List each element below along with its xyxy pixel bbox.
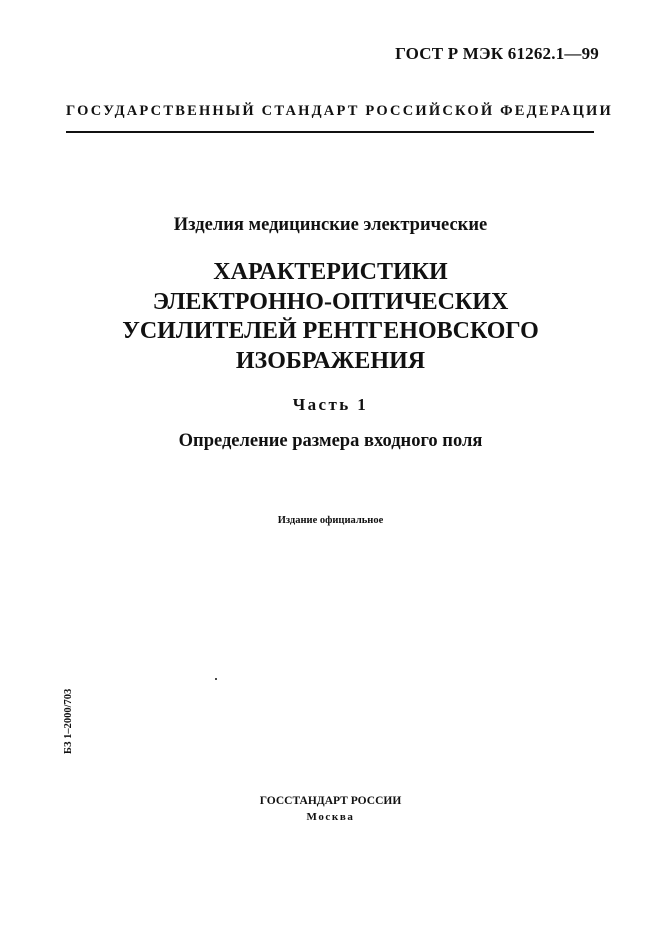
product-group-heading: Изделия медицинские электрические xyxy=(173,215,488,235)
stray-dot xyxy=(215,678,217,680)
standard-designation: ГОСТ Р МЭК 61262.1—99 xyxy=(395,44,599,63)
state-standard-heading: ГОСУДАРСТВЕННЫЙ СТАНДАРТ РОССИЙСКОЙ ФЕДЕРАЦИИ xyxy=(66,103,614,119)
title-line: ХАРАКТЕРИСТИКИ xyxy=(213,259,448,285)
title-line: ИЗОБРАЖЕНИЯ xyxy=(235,347,426,374)
edition-label: Издание официальное xyxy=(277,515,384,526)
header-divider xyxy=(66,131,594,133)
publication-city: Москва xyxy=(306,811,355,823)
title-line: УСИЛИТЕЛЕЙ РЕНТГЕНОВСКОГО xyxy=(122,318,539,344)
part-title: Определение размера входного поля xyxy=(178,431,483,451)
document-title xyxy=(0,258,661,376)
part-number: Часть 1 xyxy=(292,395,369,414)
title-line: ЭЛЕКТРОННО-ОПТИЧЕСКИХ xyxy=(152,288,509,315)
margin-catalog-code: БЗ 1–2000/703 xyxy=(63,688,74,754)
publisher-name: ГОССТАНДАРТ РОССИИ xyxy=(259,795,402,807)
